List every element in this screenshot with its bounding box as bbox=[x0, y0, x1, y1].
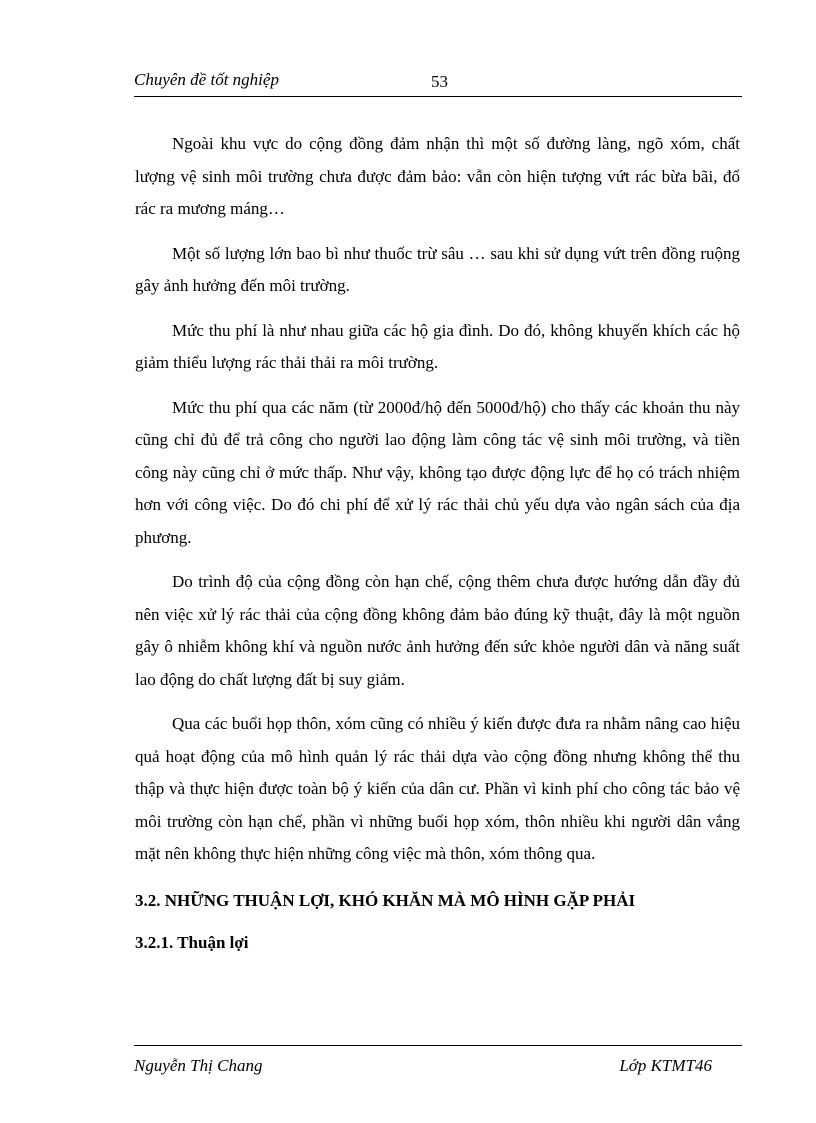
document-body bbox=[135, 128, 740, 959]
paragraph: Qua các buổi họp thôn, xóm cũng có nhiều ý kiến được đưa ra nhằm nâng cao hiệu quả hoạt động của mô hình quản lý rác thải dựa vào cộng đồng nhưng không thể thu thập và thực hiện được toàn bộ ý kiến của dân cư. Phần vì kinh phí cho công tác bảo vệ môi trường còn hạn chế, phần vì những buổi họp xóm, thôn nhiều khi người dân vắng mặt nên không thực hiện những công việc mà thôn, xóm thông qua. bbox=[135, 714, 740, 863]
paragraph: Mức thu phí là như nhau giữa các hộ gia đình. Do đó, không khuyến khích các hộ giảm thiểu lượng rác thải thải ra môi trường. bbox=[135, 320, 740, 372]
footer-class: Lớp KTMT46 bbox=[619, 1056, 712, 1075]
section-heading: 3.2. NHỮNG THUẬN LỢI, KHÓ KHĂN MÀ MÔ HÌNH GẶP PHẢI bbox=[135, 890, 636, 910]
paragraph: Ngoài khu vực do cộng đồng đảm nhận thì một số đường làng, ngõ xóm, chất lượng vệ sinh môi trường chưa được đảm bảo: vẫn còn hiện tượng vứt rác bừa bãi, đổ rác ra mương máng… bbox=[135, 134, 740, 218]
header-title: Chuyên đề tốt nghiệp bbox=[134, 70, 279, 89]
subsection-heading: 3.2.1. Thuận lợi bbox=[135, 932, 249, 952]
page-number: 53 bbox=[431, 72, 448, 91]
paragraph: Mức thu phí qua các năm (từ 2000đ/hộ đến 5000đ/hộ) cho thấy các khoản thu này cũng chỉ đủ để trả công cho người lao động làm công tác vệ sinh môi trường, và tiền công này cũng chỉ ở mức thấp. Như vậy, không tạo được động lực để họ có trách nhiệm hơn với công việc. Do đó chi phí để xử lý rác thải chủ yếu dựa vào ngân sách của địa phương. bbox=[135, 397, 740, 547]
paragraph: Một số lượng lớn bao bì như thuốc trừ sâu … sau khi sử dụng vứt trên đồng ruộng gây ảnh hưởng đến môi trường. bbox=[135, 243, 740, 295]
paragraph: Do trình độ của cộng đồng còn hạn chế, cộng thêm chưa được hướng dẫn đầy đủ nên việc xử lý rác thải của cộng đồng không đảm bảo đúng kỹ thuật, đây là một nguồn gây ô nhiễm không khí và nguồn nước ảnh hưởng đến sức khỏe người dân và năng suất lao động do chất lượng đất bị suy giảm. bbox=[135, 572, 740, 689]
page-footer bbox=[134, 1045, 742, 1075]
page-header bbox=[134, 68, 742, 97]
footer-author: Nguyễn Thị Chang bbox=[134, 1056, 263, 1075]
